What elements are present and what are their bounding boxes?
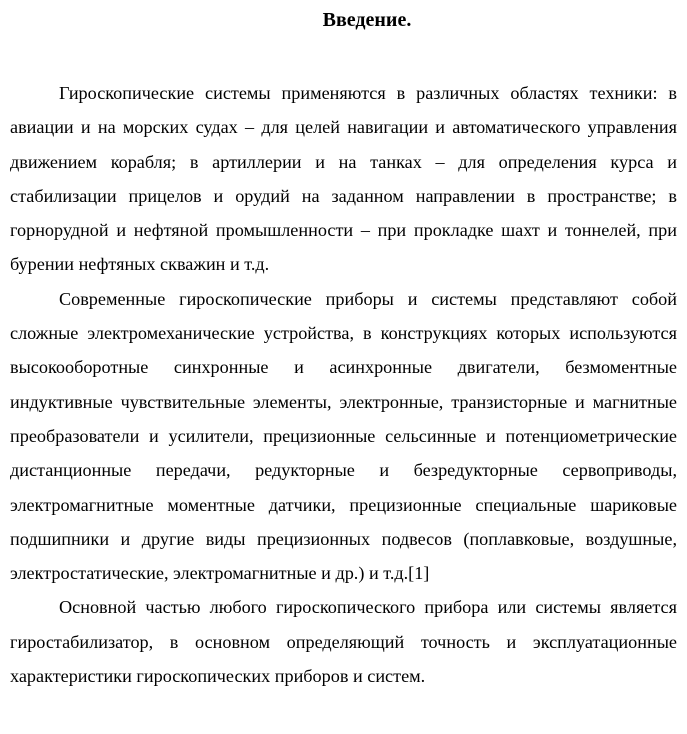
paragraph-3: Основной частью любого гироскопического прибора или системы является гиростабилизатор, в основном определяющий точность и эксплуатационные характеристики гироскопических приборов и систем. <box>10 597 677 687</box>
paragraph-2: Современные гироскопические приборы и системы представляют собой сложные электромеханические устройства, в конструкциях которых используются высокооборотные синхронные и асинхронные двигатели, безмоментные индуктивные чувствительные элементы, электронные, транзисторные и магнитные преобразователи и усилители, прецизионные сельсинные и потенциометрические дистанционные передачи, редукторные и безредукторные сервоприводы, электромагнитные моментные датчики, прецизионные специальные шариковые подшипники и другие виды прецизионных подвесов (поплавковые, воздушные, электростатические, электромагнитные и др.) и т.д.[1] <box>10 288 677 584</box>
document-title: Введение. <box>322 9 412 31</box>
paragraph-1: Гироскопические системы применяются в различных областях техники: в авиации и на морских судах – для целей навигации и автоматического управления движением корабля; в артиллерии и на танках – для определения курса и стабилизации прицелов и орудий на заданном направлении в пространстве; в горнорудной и нефтяной промышленности – при прокладке шахт и тоннелей, при бурении нефтяных скважин и т.д. <box>10 83 677 275</box>
